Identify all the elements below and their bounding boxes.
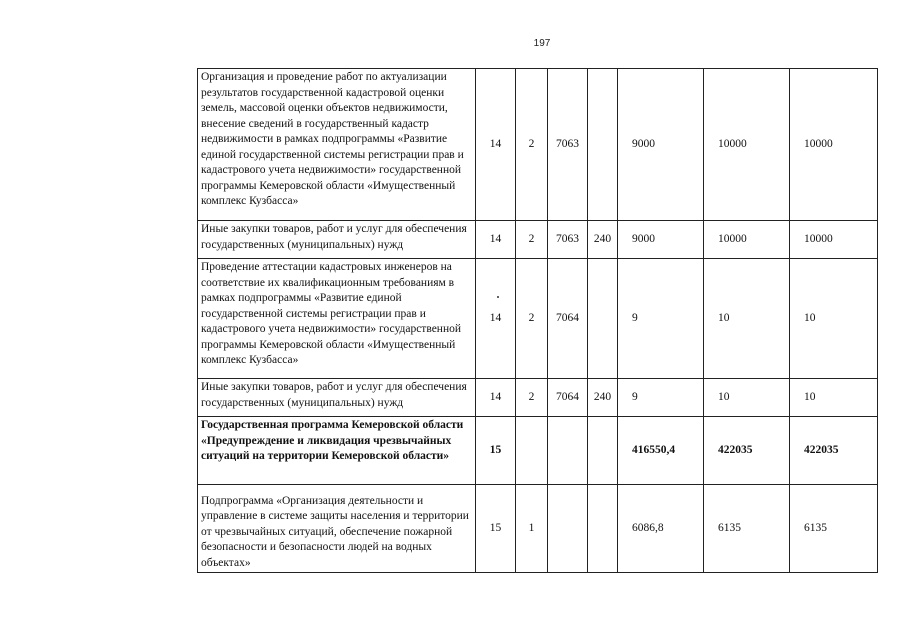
table-row (198, 417, 878, 485)
expense-type-code: 240 (588, 379, 618, 417)
row-description: Иные закупки товаров, работ и услуг для обеспечения государственных (муниципальных) нужд (198, 221, 476, 259)
year-3-amount: 6135 (790, 485, 878, 573)
row-description: Проведение аттестации кадастровых инженеров на соответствие их квалификационным требованиям в рамках подпрограммы «Развитие единой государственной системы регистрации прав и кадастрового учета недвижимости» государственной программы Кемеровской области «Имущественный комплекс Кузбасса» (198, 259, 476, 379)
year-1-amount: 6086,8 (618, 485, 704, 573)
program-code: 14 (476, 221, 516, 259)
row-description: Иные закупки товаров, работ и услуг для обеспечения государственных (муниципальных) нужд (198, 379, 476, 417)
program-code: 14 (476, 379, 516, 417)
year-3-amount: 10000 (790, 69, 878, 221)
program-code: 15 (476, 485, 516, 573)
year-1-amount: 9000 (618, 221, 704, 259)
year-1-amount: 9 (618, 379, 704, 417)
year-3-amount: 10 (790, 259, 878, 379)
year-2-amount: 10000 (704, 69, 790, 221)
year-2-amount: 10000 (704, 221, 790, 259)
row-description: Организация и проведение работ по актуализации результатов государственной кадастровой оценки земель, массовой оценки объектов недвижимости, внесение сведений в государственный кадастр недвижимости в рамках подпрограммы «Развитие единой государственной системы регистрации прав и кадастрового учета недвижимости» государственной программы Кемеровской области «Имущественный комплекс Кузбасса» (198, 69, 476, 221)
year-2-amount: 10 (704, 259, 790, 379)
target-article-code: 7064 (548, 259, 588, 379)
year-3-amount: 10 (790, 379, 878, 417)
target-article-code (548, 485, 588, 573)
subprogram-code: 1 (516, 485, 548, 573)
year-1-amount: 9 (618, 259, 704, 379)
row-description: Государственная программа Кемеровской области «Предупреждение и ликвидация чрезвычайных ситуаций на территории Кемеровской области» (198, 417, 476, 485)
year-1-amount: 9000 (618, 69, 704, 221)
expense-type-code (588, 417, 618, 485)
subprogram-code (516, 417, 548, 485)
target-article-code: 7064 (548, 379, 588, 417)
program-code: 15 (476, 417, 516, 485)
row-description: Подпрограмма «Организация деятельности и управление в системе защиты населения и территории от чрезвычайных ситуаций, обеспечение пожарной безопасности и безопасности людей на водных объектах» (198, 485, 476, 573)
year-1-amount: 416550,4 (618, 417, 704, 485)
year-2-amount: 6135 (704, 485, 790, 573)
expense-type-code (588, 485, 618, 573)
table-row (198, 485, 878, 573)
program-code: 14 (476, 69, 516, 221)
page-number: 197 (533, 38, 551, 49)
subprogram-code: 2 (516, 259, 548, 379)
target-article-code: 7063 (548, 221, 588, 259)
table-row (198, 221, 878, 259)
subprogram-code: 2 (516, 69, 548, 221)
program-code: 14 (476, 259, 516, 379)
year-3-amount: 10000 (790, 221, 878, 259)
table-row (198, 379, 878, 417)
year-3-amount: 422035 (790, 417, 878, 485)
year-2-amount: 10 (704, 379, 790, 417)
table-row (198, 259, 878, 379)
budget-table (197, 68, 878, 573)
subprogram-code: 2 (516, 379, 548, 417)
subprogram-code: 2 (516, 221, 548, 259)
expense-type-code: 240 (588, 221, 618, 259)
year-2-amount: 422035 (704, 417, 790, 485)
expense-type-code (588, 259, 618, 379)
table-row (198, 69, 878, 221)
target-article-code: 7063 (548, 69, 588, 221)
expense-type-code (588, 69, 618, 221)
target-article-code (548, 417, 588, 485)
